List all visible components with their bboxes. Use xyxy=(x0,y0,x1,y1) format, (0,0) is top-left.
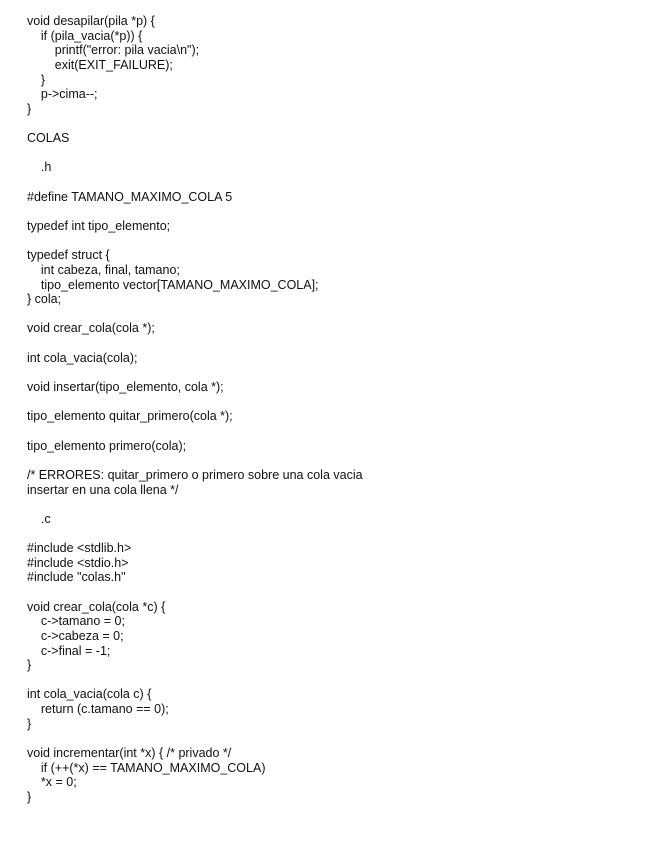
blank-line xyxy=(27,585,637,600)
code-line: } cola; xyxy=(27,292,62,307)
code-line: void desapilar(pila *p) { xyxy=(27,14,155,28)
blank-line xyxy=(27,307,637,322)
code-line: } xyxy=(27,72,46,87)
code-line: #include "colas.h" xyxy=(27,570,126,585)
code-line: #include <stdlib.h> xyxy=(27,541,132,556)
code-line: printf("error: pila vacia\n"); xyxy=(27,43,200,58)
code-line: void crear_cola(cola *c) { xyxy=(27,599,166,614)
code-line: .h xyxy=(27,160,52,175)
code-line: exit(EXIT_FAILURE); xyxy=(27,57,173,72)
code-line: return (c.tamano == 0); xyxy=(27,702,169,717)
code-line: /* ERRORES: quitar_primero o primero sobre una cola vacia xyxy=(27,467,363,482)
code-line: p->cima--; xyxy=(27,87,98,102)
blank-line xyxy=(27,234,637,249)
blank-line xyxy=(27,731,637,746)
blank-line xyxy=(27,673,637,688)
blank-line xyxy=(27,453,637,468)
code-line: } xyxy=(27,101,32,116)
code-line: typedef int tipo_elemento; xyxy=(27,218,171,233)
code-line: tipo_elemento primero(cola); xyxy=(27,438,187,453)
code-line: void incrementar(int *x) { /* privado */ xyxy=(27,746,232,761)
code-line: if (pila_vacia(*p)) { xyxy=(27,28,143,43)
code-line: c->cabeza = 0; xyxy=(27,628,124,643)
code-line: tipo_elemento vector[TAMANO_MAXIMO_COLA]; xyxy=(27,277,319,292)
blank-line xyxy=(27,526,637,541)
blank-line xyxy=(27,395,637,410)
code-line: int cabeza, final, tamano; xyxy=(27,262,180,277)
code-line: *x = 0; xyxy=(27,775,77,790)
blank-line xyxy=(27,116,637,131)
blank-line xyxy=(27,365,637,380)
code-line: if (++(*x) == TAMANO_MAXIMO_COLA) xyxy=(27,760,266,775)
blank-line xyxy=(27,497,637,512)
code-line: tipo_elemento quitar_primero(cola *); xyxy=(27,409,233,424)
code-line: void insertar(tipo_elemento, cola *); xyxy=(27,380,224,395)
code-line: } xyxy=(27,789,32,804)
code-line: .c xyxy=(27,511,51,526)
code-line: c->tamano = 0; xyxy=(27,614,125,629)
blank-line xyxy=(27,336,637,351)
code-line: insertar en una cola llena */ xyxy=(27,482,179,497)
code-line: typedef struct { xyxy=(27,248,110,263)
code-line: int cola_vacia(cola c) { xyxy=(27,687,152,702)
blank-line xyxy=(27,146,637,161)
code-line: } xyxy=(27,658,32,673)
code-line: c->final = -1; xyxy=(27,643,111,658)
code-line: void crear_cola(cola *); xyxy=(27,321,155,336)
blank-line xyxy=(27,424,637,439)
code-listing xyxy=(27,14,637,805)
code-line: #include <stdio.h> xyxy=(27,555,129,570)
blank-line xyxy=(27,175,637,190)
blank-line xyxy=(27,204,637,219)
code-line: #define TAMANO_MAXIMO_COLA 5 xyxy=(27,189,233,204)
code-line: COLAS xyxy=(27,131,70,146)
code-line: int cola_vacia(cola); xyxy=(27,350,138,365)
code-line: } xyxy=(27,716,32,731)
